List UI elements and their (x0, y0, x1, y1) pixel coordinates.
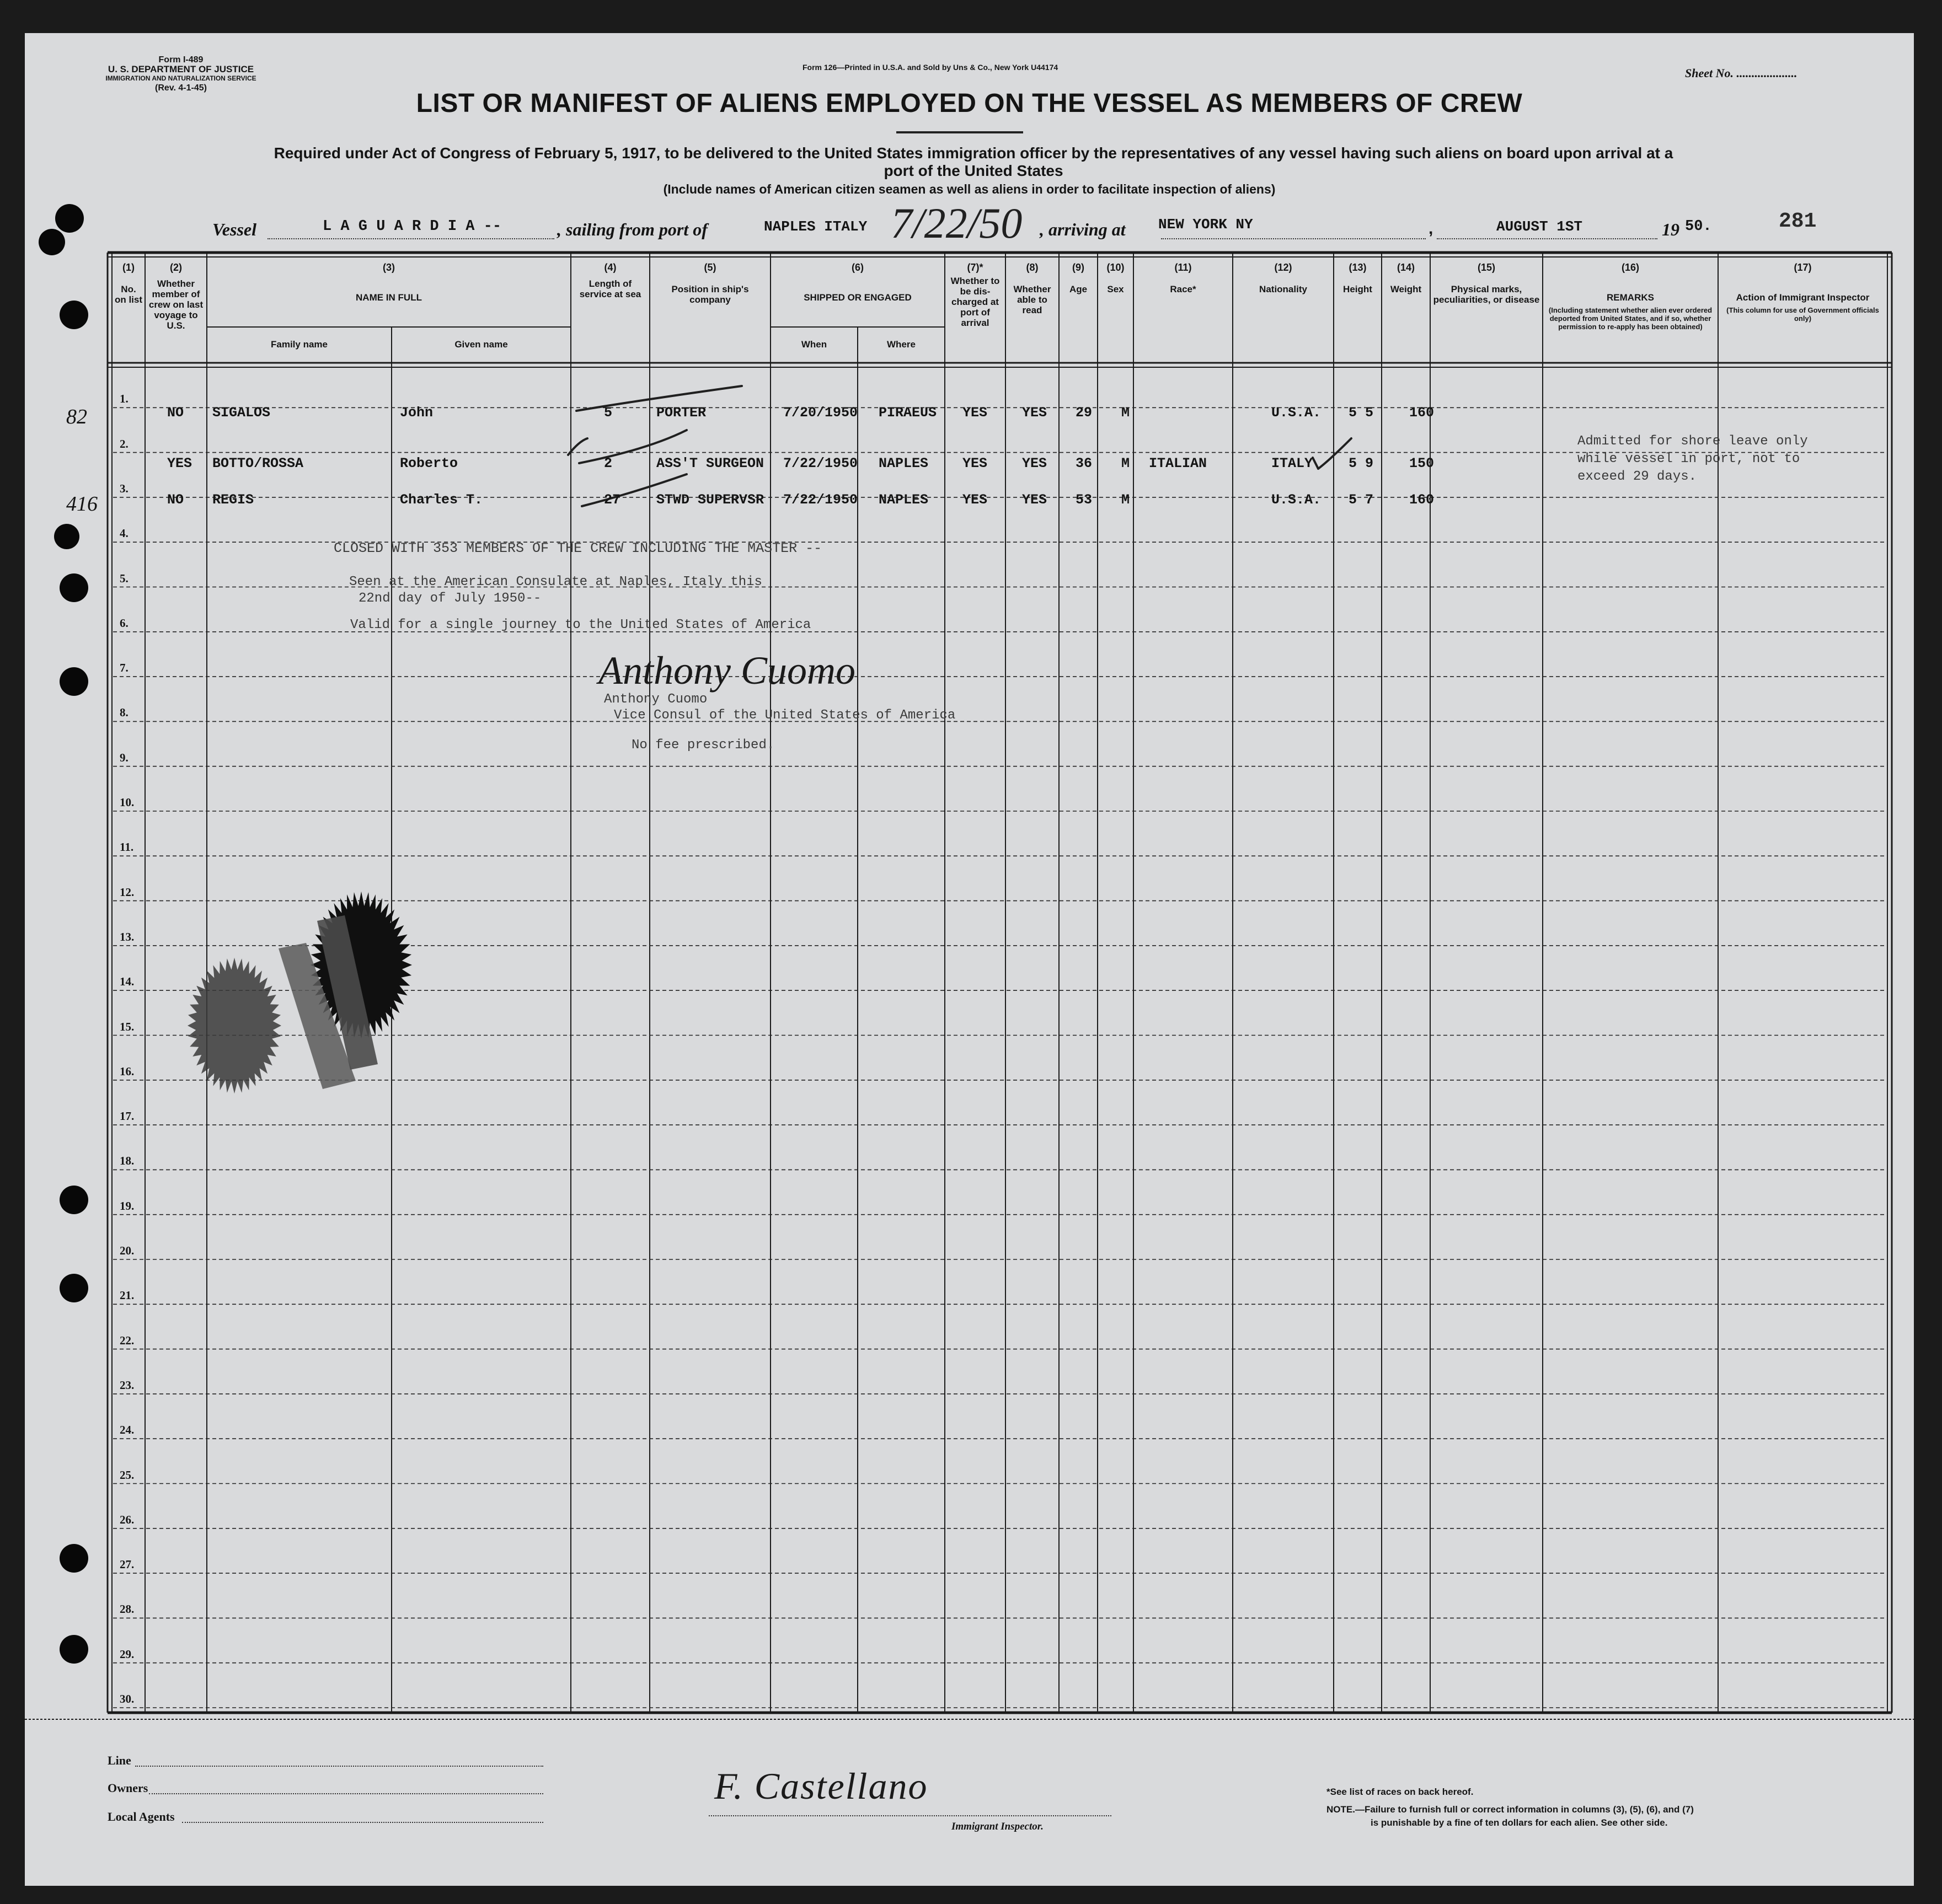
binder-hole (60, 1635, 88, 1664)
cell-read: YES (1022, 405, 1047, 421)
cell-given: John (400, 405, 434, 421)
consular-seal (179, 882, 444, 1147)
vessel-label: Vessel (212, 219, 256, 239)
cell-family: BOTTO/ROSSA (212, 455, 304, 471)
cell-height: 5 5 (1349, 405, 1374, 421)
cell-height: 5 9 (1349, 455, 1374, 471)
binder-hole (60, 1274, 88, 1302)
cell-nationality: U.S.A. (1271, 405, 1322, 421)
row-number: 23. (120, 1378, 135, 1392)
column-number: (12) (1274, 262, 1292, 273)
sheet-number-label: Sheet No. .................... (1685, 66, 1797, 80)
row-number: 8. (120, 706, 129, 720)
remarks-line-2: while vessel in port, not to (1577, 452, 1800, 466)
cell-weight: 150 (1409, 455, 1435, 471)
cell-margin: 416 (66, 492, 98, 516)
column-number: (3) (383, 262, 395, 273)
column-number: (2) (170, 262, 182, 273)
row-number: 7. (120, 661, 129, 675)
row-number: 9. (120, 750, 129, 764)
row-number: 12. (120, 885, 135, 899)
column-sublabel: Where (887, 339, 916, 350)
owners-field (149, 1793, 543, 1794)
column-label: Physical marks, peculiarities, or disease (1433, 284, 1540, 305)
arrival-port: NEW YORK NY (1158, 216, 1253, 233)
row-number: 24. (120, 1423, 135, 1437)
column-label: REMARKS (1607, 292, 1654, 303)
arrival-year: 50. (1685, 218, 1712, 235)
column-label: Whether able to read (1013, 284, 1051, 315)
column-note: (Including statement whether alien ever ordered deported from United States, and if so, whether permission to re-apply has been obtained) (1548, 306, 1713, 331)
line-label: Line (108, 1753, 131, 1767)
agents-label: Local Agents (108, 1810, 175, 1823)
race-note: *See list of races on back hereof. (1326, 1787, 1474, 1797)
column-sublabel: When (801, 339, 827, 350)
column-number: (17) (1794, 262, 1812, 273)
cell-family: REGIS (212, 492, 254, 508)
consul-title: Vice Consul of the United States of America (614, 708, 956, 723)
cell-service: 5 (604, 405, 613, 421)
cell-sex: M (1121, 492, 1130, 508)
inspector-label: Immigrant Inspector. (951, 1821, 1044, 1832)
column-note: (This column for use of Government officials only) (1726, 306, 1879, 323)
column-label: Whether to be dis-charged at port of arrival (950, 276, 1000, 328)
binder-hole (60, 1186, 88, 1214)
cell-when: 7/22/1950 (783, 455, 858, 471)
remarks-line-3: exceed 29 days. (1577, 469, 1697, 484)
column-label: Action of Immigrant Inspector (1736, 292, 1870, 303)
row-number: 13. (120, 930, 135, 943)
consul-name: Anthony Cuomo (604, 692, 708, 707)
column-number: (16) (1621, 262, 1639, 273)
row-number: 25. (120, 1468, 135, 1482)
subtitle-note: (Include names of American citizen seamen as well as aliens in order to facilitate inspection of aliens) (663, 182, 1276, 196)
row-number: 26. (120, 1513, 135, 1526)
closed-statement: CLOSED WITH 353 MEMBERS OF THE CREW INCLUDING THE MASTER -- (334, 540, 822, 556)
row-number: 27. (120, 1558, 135, 1572)
column-label: Length of service at sea (579, 278, 641, 299)
consulate-line-1: Seen at the American Consulate at Naples, Italy this (349, 575, 762, 589)
cell-read: YES (1022, 455, 1047, 471)
row-number: 6. (120, 616, 129, 630)
row-number: 29. (120, 1647, 135, 1661)
binder-hole (60, 667, 88, 696)
page-title: LIST OR MANIFEST OF ALIENS EMPLOYED ON THE VESSEL AS MEMBERS OF CREW (416, 89, 1523, 118)
column-label: Weight (1390, 284, 1422, 294)
handwritten-date: 7/22/50 (891, 199, 1023, 247)
column-label: Whether member of crew on last voyage to U.S. (148, 278, 204, 331)
column-label: No. on list (114, 284, 143, 305)
form-revision: (Rev. 4-1-45) (155, 83, 207, 93)
service-name: IMMIGRATION AND NATURALIZATION SERVICE (105, 74, 256, 82)
column-number: (14) (1397, 262, 1415, 273)
cell-nationality: ITALY (1271, 455, 1313, 471)
cell-sex: M (1121, 405, 1130, 421)
arrival-date: AUGUST 1ST (1496, 218, 1583, 235)
cell-read: YES (1022, 492, 1047, 508)
form-number: Form I-489 (158, 55, 204, 65)
column-number: (10) (1106, 262, 1125, 273)
agents-field (182, 1822, 543, 1823)
row-number: 22. (120, 1333, 135, 1347)
department: U. S. DEPARTMENT OF JUSTICE (108, 64, 254, 74)
cell-crew: NO (167, 405, 184, 421)
column-label: Height (1343, 284, 1372, 294)
column-number: (6) (852, 262, 864, 273)
cell-height: 5 7 (1349, 492, 1374, 508)
penalty-note-1: NOTE.—Failure to furnish full or correct information in columns (3), (5), (6), and (7) (1326, 1804, 1694, 1815)
row-number: 11. (120, 840, 134, 854)
penalty-note-2: is punishable by a fine of ten dollars for each alien. See other side. (1371, 1817, 1668, 1828)
binder-hole (54, 524, 79, 549)
cell-position: STWD SUPERVSR (656, 492, 764, 508)
cell-age: 36 (1076, 455, 1093, 471)
cell-weight: 160 (1409, 492, 1435, 508)
column-label: Age (1069, 284, 1088, 294)
cell-crew: NO (167, 492, 184, 508)
cell-age: 29 (1076, 405, 1093, 421)
column-label: SHIPPED OR ENGAGED (804, 292, 912, 303)
row-number: 30. (120, 1692, 135, 1705)
row-number: 28. (120, 1602, 135, 1616)
cell-position: ASS'T SURGEON (656, 455, 764, 471)
column-label: Nationality (1259, 284, 1307, 294)
column-sublabel: Family name (271, 339, 328, 350)
row-number: 15. (120, 1020, 135, 1033)
column-number: (4) (604, 262, 617, 273)
column-label: Sex (1107, 284, 1124, 294)
column-number: (9) (1072, 262, 1084, 273)
vessel-name: L A G U A R D I A -- (323, 218, 502, 235)
binder-hole (60, 301, 88, 329)
cell-weight: 160 (1409, 405, 1435, 421)
column-number: (5) (704, 262, 716, 273)
row-number: 16. (120, 1064, 135, 1078)
departure-port: NAPLES ITALY (764, 218, 868, 235)
sheet-number: 281 (1779, 210, 1817, 233)
cell-crew: YES (167, 455, 192, 471)
arriving-label: , arriving at (1040, 219, 1126, 239)
column-label: Position in ship's company (671, 284, 749, 305)
remarks-stamp (1577, 433, 1808, 486)
owners-label: Owners (108, 1781, 148, 1795)
cell-position: PORTER (656, 405, 707, 421)
column-number: (11) (1174, 262, 1192, 273)
year-label: 19 (1662, 219, 1679, 239)
binder-hole (39, 229, 65, 255)
cell-where: PIRAEUS (879, 405, 937, 421)
column-number: (7)* (967, 262, 983, 273)
cell-given: Charles T. (400, 492, 483, 508)
cell-race: ITALIAN (1149, 455, 1207, 471)
row-number: 10. (120, 796, 135, 809)
cell-family: SIGALOS (212, 405, 271, 421)
cell-where: NAPLES (879, 492, 929, 508)
valid-statement: Valid for a single journey to the United States of America (350, 618, 811, 632)
row-number: 2. (120, 437, 129, 450)
row-number: 3. (120, 481, 129, 495)
sailing-label: , sailing from port of (557, 219, 708, 239)
cell-given: Roberto (400, 455, 458, 471)
cell-sex: M (1121, 455, 1130, 471)
cell-service: 27 (604, 492, 621, 508)
column-number: (8) (1026, 262, 1039, 273)
column-sublabel: Given name (454, 339, 508, 350)
remarks-line-1: Admitted for shore leave only (1577, 434, 1808, 449)
manifest-sheet (25, 33, 1914, 1886)
cell-where: NAPLES (879, 455, 929, 471)
fee-statement: No fee prescribed. (632, 738, 775, 753)
column-number: (15) (1477, 262, 1495, 273)
column-label: Race* (1170, 284, 1196, 294)
row-number: 4. (120, 527, 129, 540)
printer-line: Form 126—Printed in U.S.A. and Sold by Uns & Co., New York U44174 (803, 63, 1058, 72)
row-number: 18. (120, 1154, 135, 1168)
cell-service: 2 (604, 455, 613, 471)
cell-margin: 82 (66, 405, 87, 428)
binder-hole (55, 204, 84, 233)
cell-age: 53 (1076, 492, 1093, 508)
cell-discharged: YES (962, 405, 988, 421)
inspector-signature: F. Castellano (714, 1765, 928, 1807)
cell-nationality: U.S.A. (1271, 492, 1322, 508)
column-number: (13) (1349, 262, 1367, 273)
line-field (135, 1766, 543, 1767)
row-number: 1. (120, 392, 129, 406)
row-number: 14. (120, 975, 135, 989)
binder-hole (60, 1544, 88, 1573)
cell-discharged: YES (962, 492, 988, 508)
subtitle-line-1: Required under Act of Congress of February 5, 1917, to be delivered to the United States immigration officer by the representatives of any vessel having such aliens on board upon arrival at a (274, 144, 1673, 162)
row-number: 19. (120, 1199, 135, 1213)
cell-when: 7/20/1950 (783, 405, 858, 421)
consulate-line-2: 22nd day of July 1950-- (359, 591, 542, 606)
row-number: 17. (120, 1109, 135, 1123)
consul-signature: Anthony Cuomo (598, 648, 855, 693)
column-label: NAME IN FULL (356, 292, 422, 303)
row-number: 5. (120, 571, 129, 585)
date-comma: , (1429, 219, 1433, 238)
subtitle-line-2: port of the United States (884, 162, 1063, 179)
cell-when: 7/22/1950 (783, 492, 858, 508)
row-number: 21. (120, 1289, 135, 1302)
binder-hole (60, 573, 88, 602)
column-number: (1) (122, 262, 135, 273)
row-number: 20. (120, 1244, 135, 1257)
cell-discharged: YES (962, 455, 988, 471)
inspector-field (709, 1815, 1111, 1816)
